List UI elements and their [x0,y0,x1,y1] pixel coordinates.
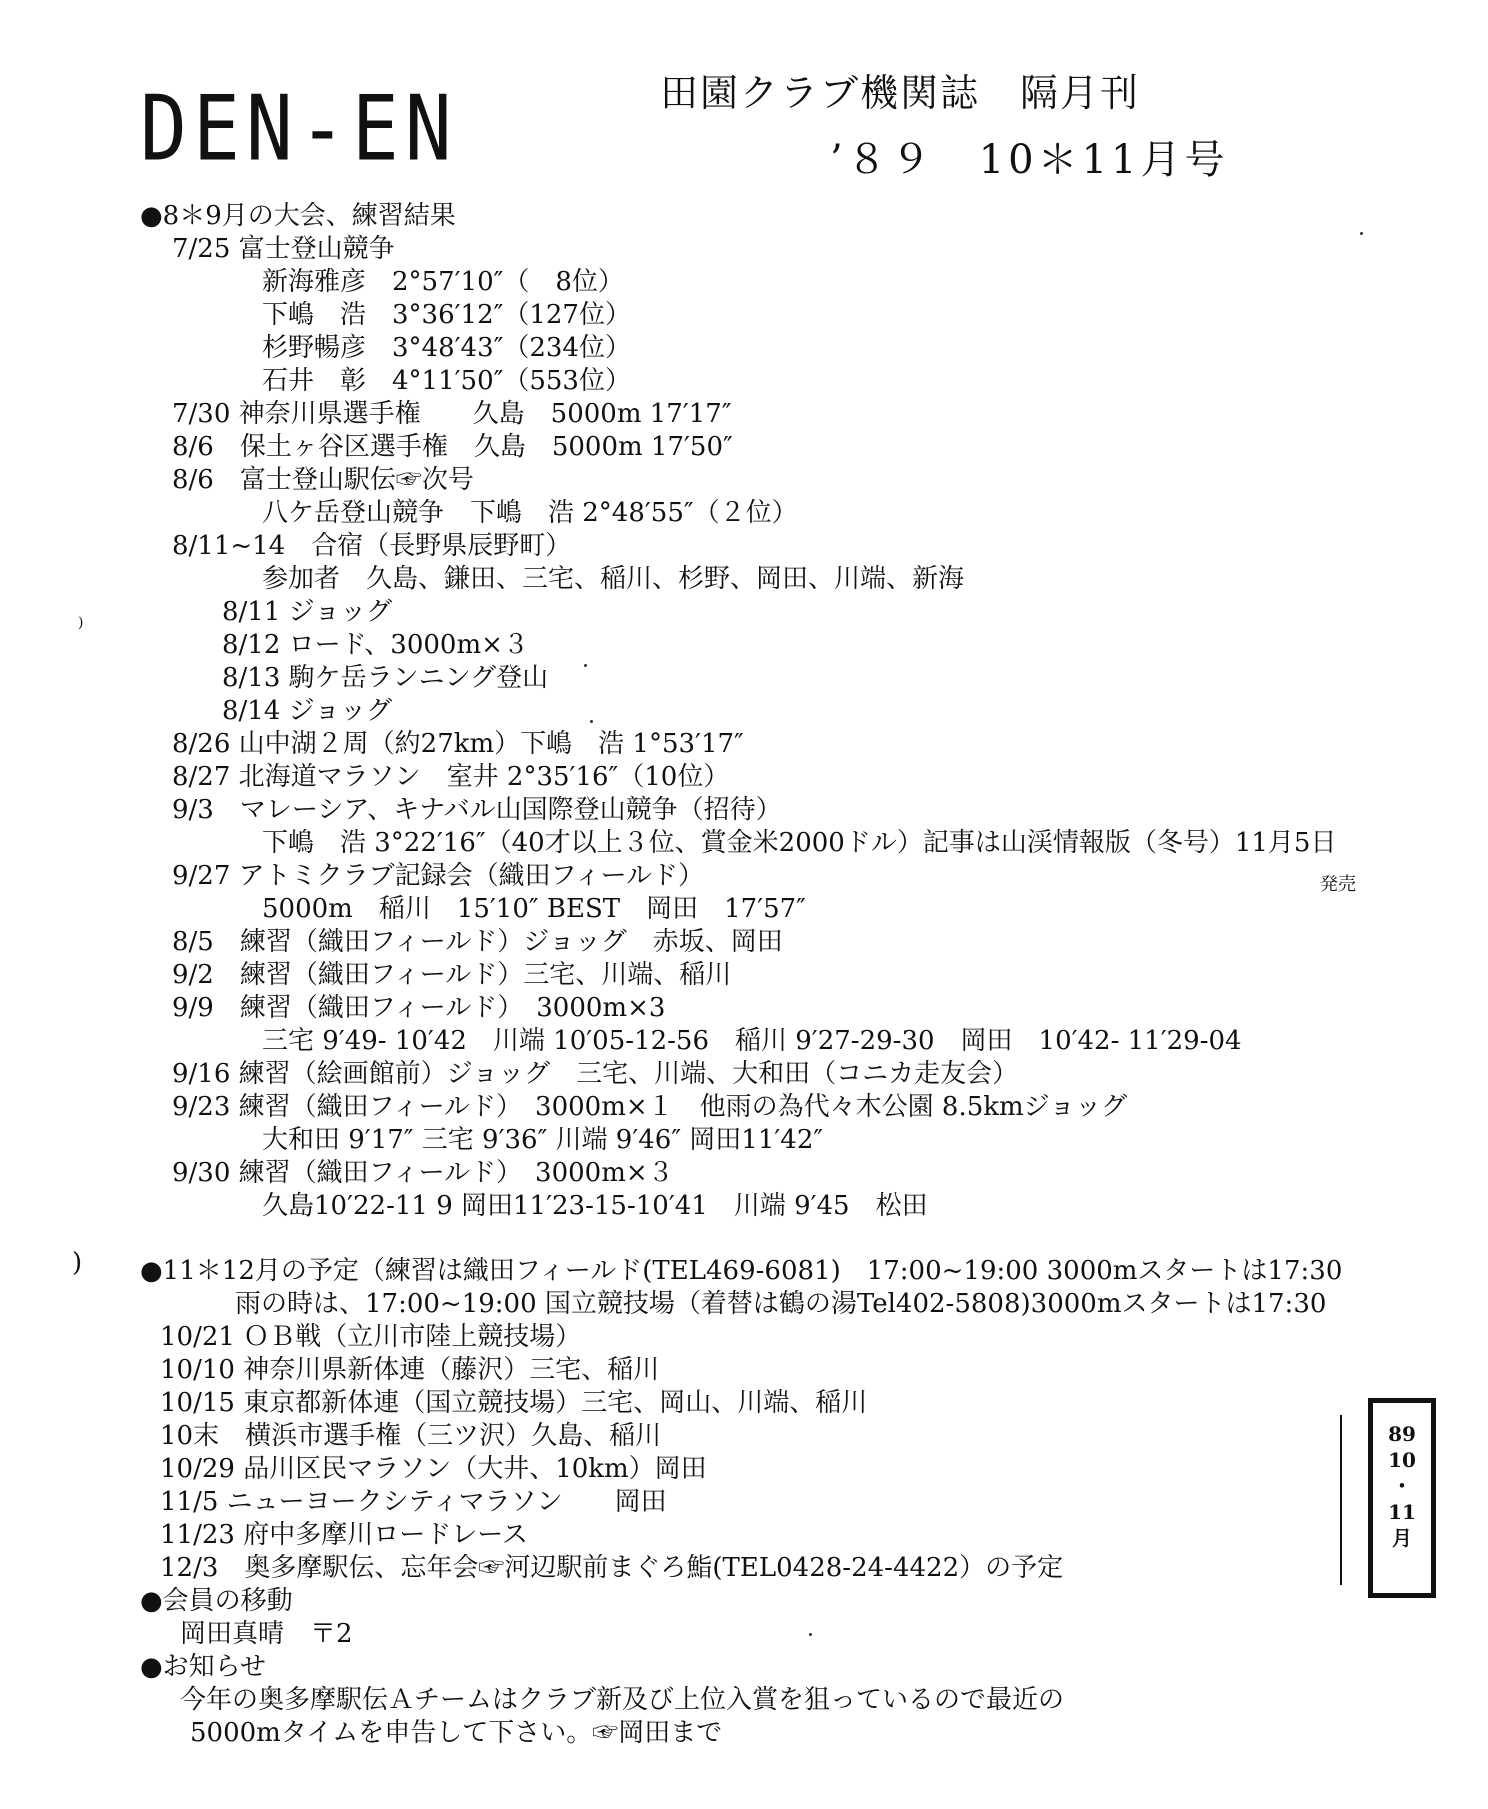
text-line: 今年の奥多摩駅伝Ａチームはクラブ新及び上位入賞を狙っているので最近の [180,1685,1065,1715]
scan-speck [584,664,587,667]
text-line: 7/30 神奈川県選手権 久島 5000m 17′17″ [172,399,732,429]
text-line: 10/15 東京都新体連（国立競技場）三宅、岡山、川端、稲川 [160,1388,868,1418]
text-line: ●会員の移動 [140,1586,293,1616]
scan-speck [590,720,593,723]
text-line: 9/2 練習（織田フィールド）三宅、川端、稲川 [172,960,732,990]
text-line: 久島10′22-11 9 岡田11′23-15-10′41 川端 9′45 松田 [262,1191,928,1221]
text-line: 岡田真晴 〒2 [180,1619,353,1649]
text-line: 9/23 練習（織田フィールド） 3000m×１ 他雨の為代々木公園 8.5kmジョッグ [172,1092,1128,1122]
scan-mark: ) [72,1248,83,1278]
text-line: 8/6 富士登山駅伝☞次号 [172,465,474,495]
text-line: 7/25 富士登山競争 [172,234,395,264]
text-line: 8/11~14 合宿（長野県辰野町） [172,531,572,561]
text-line: 下嶋 浩 3°36′12″（127位） [262,300,631,330]
text-line: 雨の時は、17:00~19:00 国立競技場（着替は鶴の湯Tel402-5808)3000mスタートは17:30 [235,1289,1327,1319]
text-line: 10/21 ＯＢ戦（立川市陸上競技場） [160,1322,582,1352]
stamp-month-2: 11 [1388,1500,1416,1524]
scan-mark: ) [78,615,84,631]
text-line: ●11＊12月の予定（練習は織田フィールド(TEL469-6081) 17:00~19:00 3000mスタートは17:30 [140,1256,1343,1286]
text-line: 8/27 北海道マラソン 室井 2°35′16″（10位） [172,762,730,792]
stamp-year: 89 [1388,1422,1416,1446]
text-line: 9/27 アトミクラブ記録会（織田フィールド） [172,861,705,891]
text-line: 8/14 ジョッグ [222,696,393,726]
margin-note: 発売 [1320,874,1356,895]
text-line: 8/26 山中湖２周（約27km）下嶋 浩 1°53′17″ [172,729,744,759]
text-line: 11/5 ニューヨークシティマラソン 岡田 [160,1487,667,1517]
text-line: 下嶋 浩 3°22′16″（40才以上３位、賞金米2000ドル）記事は山渓情報版（冬号）11月5日 [262,828,1337,858]
text-line: 大和田 9′17″ 三宅 9′36″ 川端 9′46″ 岡田11′42″ [262,1125,824,1155]
text-line: 8/11 ジョッグ [222,597,393,627]
text-line: 8/6 保土ヶ谷区選手権 久島 5000m 17′50″ [172,432,733,462]
stamp-month-char: 月 [1392,1526,1412,1550]
newsletter-title: DEN-EN [140,78,458,182]
text-line: 新海雅彦 2°57′10″（ 8位） [262,267,624,297]
text-line: 12/3 奥多摩駅伝、忘年会☞河辺駅前まぐろ鮨(TEL0428-24-4422）の予定 [160,1553,1064,1583]
text-line: 10/10 神奈川県新体連（藤沢）三宅、稲川 [160,1355,660,1385]
text-line: 8/5 練習（織田フィールド）ジョッグ 赤坂、岡田 [172,927,783,957]
text-line: 8/13 駒ケ岳ランニング登山 [222,663,549,693]
text-line: 石井 彰 4°11′50″（553位） [262,366,631,396]
text-line: 八ケ岳登山競争 下嶋 浩 2°48′55″（２位） [262,498,798,528]
text-line: 三宅 9′49- 10′42 川端 10′05-12-56 稲川 9′27-29-30 岡田 10′42- 11′29-04 [262,1026,1242,1056]
text-line: 杉野暢彦 3°48′43″（234位） [262,333,631,363]
text-line: 11/23 府中多摩川ロードレース [160,1520,528,1550]
text-line: 8/12 ロード、3000m×３ [222,630,529,660]
publication-label: 田園クラブ機関誌 隔月刊 [660,71,1141,115]
scan-speck [1360,232,1363,235]
stamp-month-1: 10 [1388,1448,1416,1472]
text-line: 10/29 品川区民マラソン（大井、10km）岡田 [160,1454,707,1484]
stamp-separator: ・ [1392,1474,1412,1498]
text-line: 5000mタイムを申告して下さい。☞岡田まで [190,1718,723,1748]
text-line: ●お知らせ [140,1652,266,1682]
text-line: 9/3 マレーシア、キナバル山国際登山競争（招待） [172,795,782,825]
text-line: 10末 横浜市選手権（三ツ沢）久島、稲川 [160,1421,662,1451]
date-stamp [1368,1398,1436,1598]
issue-label: ’８９ 10＊11月号 [830,137,1229,183]
text-line: 9/16 練習（絵画館前）ジョッグ 三宅、川端、大和田（コニカ走友会） [172,1059,1019,1089]
stamp-side-line [1340,1415,1342,1585]
scan-speck [809,1633,812,1636]
text-line: ●8＊9月の大会、練習結果 [140,201,456,231]
text-line: 9/9 練習（織田フィールド） 3000m×3 [172,993,666,1023]
text-line: 参加者 久島、鎌田、三宅、稲川、杉野、岡田、川端、新海 [262,564,965,594]
text-line: 9/30 練習（織田フィールド） 3000m×３ [172,1158,674,1188]
text-line: 5000m 稲川 15′10″ BEST 岡田 17′57″ [262,894,806,924]
